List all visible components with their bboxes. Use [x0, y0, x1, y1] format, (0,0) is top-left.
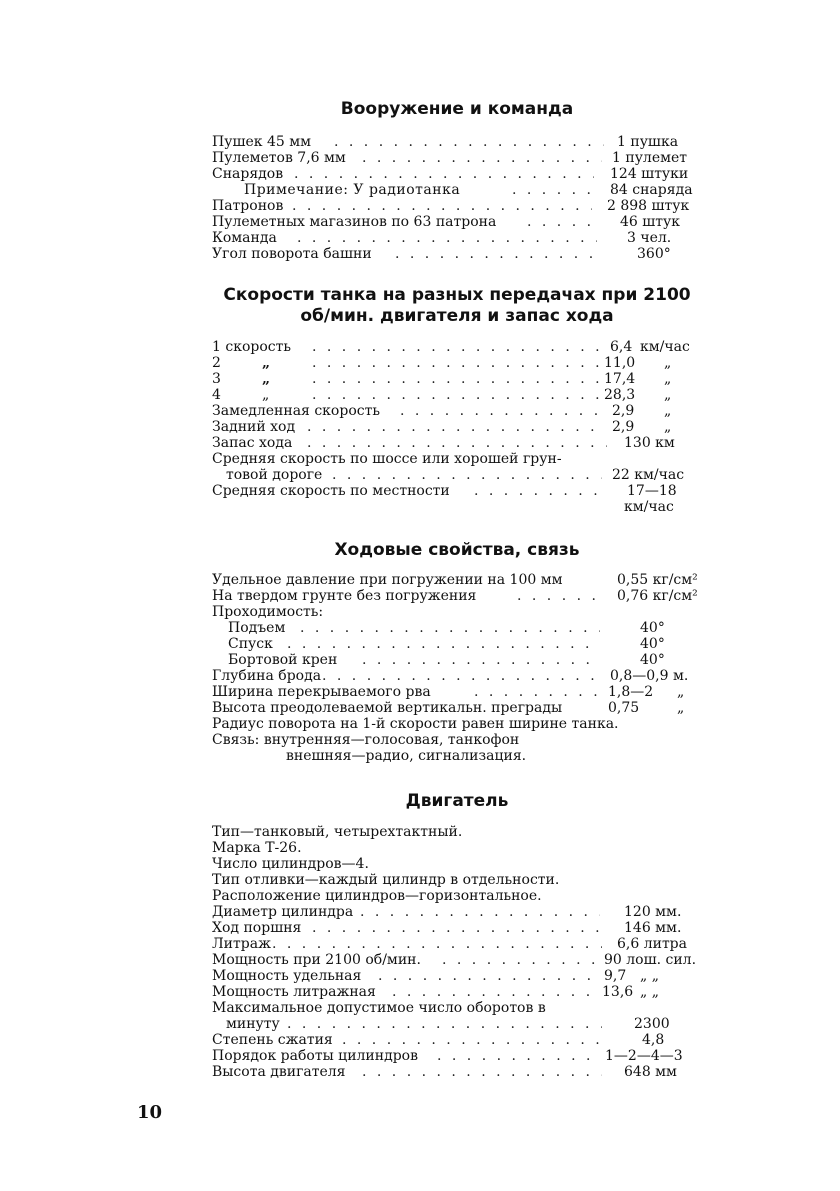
speed-row: [212, 419, 702, 436]
row-value: 1—2—4—3: [605, 1048, 683, 1064]
leader-dots: [362, 150, 602, 167]
row-label: Команда: [212, 230, 277, 246]
running-row: [212, 716, 712, 733]
ditto-mark: „: [262, 355, 271, 371]
leader-dots: [332, 467, 602, 484]
row-value: 124 штуки: [610, 166, 689, 182]
leader-dots: [312, 355, 602, 372]
leader-dots: [512, 182, 602, 199]
row-value: 0,76 кг/см²: [617, 588, 698, 604]
row-unit: „: [664, 387, 672, 403]
section-title-speeds: Скорости танка на разных передачах при 2100: [223, 285, 691, 305]
row-value: 22 км/час: [612, 467, 685, 483]
row-value: 11,0: [604, 355, 636, 371]
row-label: Расположение цилиндров—горизонтальное.: [212, 888, 542, 904]
running-row: [212, 620, 702, 637]
armament-row: [212, 198, 702, 215]
engine-row: [212, 856, 702, 873]
row-value-continued: км/час: [624, 499, 674, 515]
engine-row: [212, 968, 702, 985]
row-label: Мощность при 2100 об/мин.: [212, 952, 421, 968]
row-value: 648 мм: [624, 1064, 677, 1080]
leader-dots: [312, 920, 602, 937]
leader-dots: [294, 166, 594, 183]
engine-row-continued: [212, 1016, 702, 1033]
row-value: 3 чел.: [627, 230, 672, 246]
row-label: Патронов: [212, 198, 284, 214]
speed-row: [212, 371, 702, 388]
row-unit: „: [664, 371, 672, 387]
row-label: Порядок работы цилиндров: [212, 1048, 418, 1064]
row-label: Пулеметов 7,6 мм: [212, 150, 346, 166]
row-label: Максимальное допустимое число оборотов в: [212, 1000, 546, 1016]
row-value: 28,3: [604, 387, 636, 403]
row-label-continued: минуту: [226, 1016, 280, 1032]
row-label: Мощность литражная: [212, 984, 376, 1000]
row-unit: „: [677, 684, 685, 700]
leader-dots: [307, 435, 607, 452]
engine-row: [212, 840, 702, 857]
row-value: 40°: [640, 652, 665, 668]
row-label: Диаметр цилиндра: [212, 904, 354, 920]
row-label: Примечание: У радиотанка: [244, 182, 461, 198]
section-title-speeds-line2: об/мин. двигателя и запас хода: [300, 306, 614, 326]
row-unit: км/час: [640, 339, 690, 355]
row-value: 17,4: [604, 371, 636, 387]
section-title-armament: Вооружение и команда: [340, 99, 574, 119]
row-value: 40°: [640, 636, 665, 652]
leader-dots: [437, 1048, 597, 1065]
engine-row: [212, 872, 702, 889]
speed-row: [212, 451, 702, 468]
speed-row: [212, 339, 702, 356]
row-label: Проходимость:: [212, 604, 324, 620]
row-value: 360°: [637, 246, 671, 262]
row-label: Мощность удельная: [212, 968, 362, 984]
row-label: Средняя скорость по местности: [212, 483, 450, 499]
leader-dots: [312, 371, 602, 388]
leader-dots: [360, 904, 600, 921]
row-value: 1,8—2: [608, 684, 654, 700]
row-unit: „: [664, 419, 672, 435]
row-value: 0,55 кг/см²: [617, 572, 698, 588]
armament-row: [212, 246, 702, 263]
row-label: Число цилиндров—4.: [212, 856, 369, 872]
engine-row: [212, 920, 702, 937]
row-value: 0,8—0,9 м.: [610, 668, 689, 684]
leader-dots: [395, 246, 595, 263]
running-row: [212, 700, 702, 717]
row-label: Удельное давление при погружении на 100 мм: [212, 572, 563, 588]
leader-dots: [474, 483, 604, 500]
leader-dots: [362, 652, 600, 669]
row-value: 146 мм.: [624, 920, 682, 936]
leader-dots: [362, 1064, 602, 1081]
row-value: 9,7: [604, 968, 627, 984]
leader-dots: [442, 952, 602, 969]
leader-dots: [300, 620, 600, 637]
armament-row: [212, 166, 702, 183]
row-unit: „ „: [640, 968, 659, 984]
leader-dots: [517, 588, 607, 605]
engine-row: [212, 824, 702, 841]
leader-dots: [287, 1016, 602, 1033]
row-value: 1 пушка: [617, 134, 679, 150]
leader-dots: [474, 684, 599, 701]
row-label: 3: [212, 371, 221, 387]
row-label: Замедленная скорость: [212, 403, 380, 419]
row-label: На твердом грунте без погружения: [212, 588, 477, 604]
row-label: Связь: внутренняя—голосовая, танкофон: [212, 732, 520, 748]
row-label: 2: [212, 355, 221, 371]
leader-dots: [272, 936, 602, 953]
engine-row: [212, 1000, 702, 1017]
row-value: 4,8: [642, 1032, 665, 1048]
row-label: внешняя—радио, сигнализация.: [286, 748, 527, 764]
speed-row-continued: [212, 467, 702, 484]
armament-row: [212, 214, 702, 231]
running-row: [212, 636, 702, 653]
row-value: 1 пулемет: [612, 150, 688, 166]
section-title-engine: Двигатель: [405, 791, 509, 811]
engine-row: [212, 936, 702, 953]
page-number: 10: [137, 1102, 163, 1123]
row-label: Радиус поворота на 1-й скорости равен ширине танка.: [212, 716, 619, 732]
row-value: 130 км: [624, 435, 675, 451]
row-label: Бортовой крен: [228, 652, 338, 668]
row-label: Высота двигателя: [212, 1064, 346, 1080]
engine-row: [212, 904, 702, 921]
row-label-continued: товой дороге: [226, 467, 323, 483]
section-title-running: Ходовые свойства, связь: [334, 540, 580, 560]
row-label: Степень сжатия: [212, 1032, 333, 1048]
row-label: Глубина брода: [212, 668, 322, 684]
leader-dots: [527, 214, 602, 231]
armament-row: [212, 150, 702, 167]
row-value: 6,4: [610, 339, 633, 355]
row-unit: „: [677, 700, 685, 716]
row-label: Средняя скорость по шоссе или хорошей грун-: [212, 451, 562, 467]
armament-row: [212, 182, 702, 199]
engine-row: [212, 952, 712, 969]
armament-row: [212, 134, 702, 151]
row-label: Тип—танковый, четырехтактный.: [212, 824, 463, 840]
engine-row: [212, 984, 702, 1001]
running-row: [212, 732, 702, 749]
running-row: [212, 604, 702, 621]
row-unit: „: [664, 403, 672, 419]
row-label: Высота преодолеваемой вертикальн. преграды: [212, 700, 563, 716]
row-unit: „ „: [640, 984, 659, 1000]
leader-dots: [378, 968, 600, 985]
row-label: Спуск: [228, 636, 273, 652]
row-label: Ход поршня: [212, 920, 302, 936]
row-value: 46 штук: [620, 214, 681, 230]
row-value: 84 снаряда: [610, 182, 693, 198]
row-label: 4: [212, 387, 221, 403]
running-row: [212, 748, 702, 765]
leader-dots: [322, 668, 602, 685]
engine-row: [212, 1048, 702, 1065]
leader-dots: [287, 636, 599, 653]
leader-dots: [307, 419, 602, 436]
leader-dots: [312, 387, 602, 404]
running-row: [212, 684, 702, 701]
row-label: Пулеметных магазинов по 63 патрона: [212, 214, 497, 230]
running-row: [212, 588, 712, 605]
leader-dots: [392, 984, 600, 1001]
row-value: 2300: [634, 1016, 670, 1032]
armament-row: [212, 230, 702, 247]
row-label: Запас хода: [212, 435, 293, 451]
leader-dots: [342, 1032, 602, 1049]
leader-dots: [312, 339, 602, 356]
row-value: 2 898 штук: [607, 198, 690, 214]
speed-row: [212, 403, 702, 420]
row-value: 120 мм.: [624, 904, 682, 920]
row-value: 40°: [640, 620, 665, 636]
row-value: 2,9: [612, 403, 635, 419]
speed-row: [212, 387, 702, 404]
running-row: [212, 572, 712, 589]
row-label: Тип отливки—каждый цилиндр в отдельности.: [212, 872, 560, 888]
running-row: [212, 668, 702, 685]
ditto-mark: „: [262, 387, 270, 403]
leader-dots: [292, 198, 592, 215]
row-label: Марка Т-26.: [212, 840, 302, 856]
row-value: 2,9: [612, 419, 635, 435]
speed-row-continued: [212, 499, 702, 516]
speed-row: [212, 355, 702, 372]
leader-dots: [334, 134, 604, 151]
leader-dots: [297, 230, 597, 247]
row-value: 13,6: [602, 984, 634, 1000]
row-value: 6,6 литра: [617, 936, 687, 952]
row-label: Снарядов: [212, 166, 284, 182]
row-label: Пушек 45 мм: [212, 134, 311, 150]
row-label: 1 скорость: [212, 339, 291, 355]
ditto-mark: „: [262, 371, 271, 387]
engine-row: [212, 1032, 702, 1049]
engine-row: [212, 1064, 702, 1081]
engine-row: [212, 888, 702, 905]
row-label: Угол поворота башни: [212, 246, 372, 262]
speed-row: [212, 483, 702, 500]
row-value: 90 лош. сил.: [604, 952, 697, 968]
running-row: [212, 652, 702, 669]
row-label: Подъем: [228, 620, 286, 636]
row-label: Задний ход: [212, 419, 296, 435]
row-value: 17—18: [627, 483, 677, 499]
leader-dots: [400, 403, 600, 420]
row-label: Литраж: [212, 936, 271, 952]
speed-row: [212, 435, 702, 452]
row-label: Ширина перекрываемого рва: [212, 684, 431, 700]
row-unit: „: [664, 355, 672, 371]
row-value: 0,75: [608, 700, 640, 716]
